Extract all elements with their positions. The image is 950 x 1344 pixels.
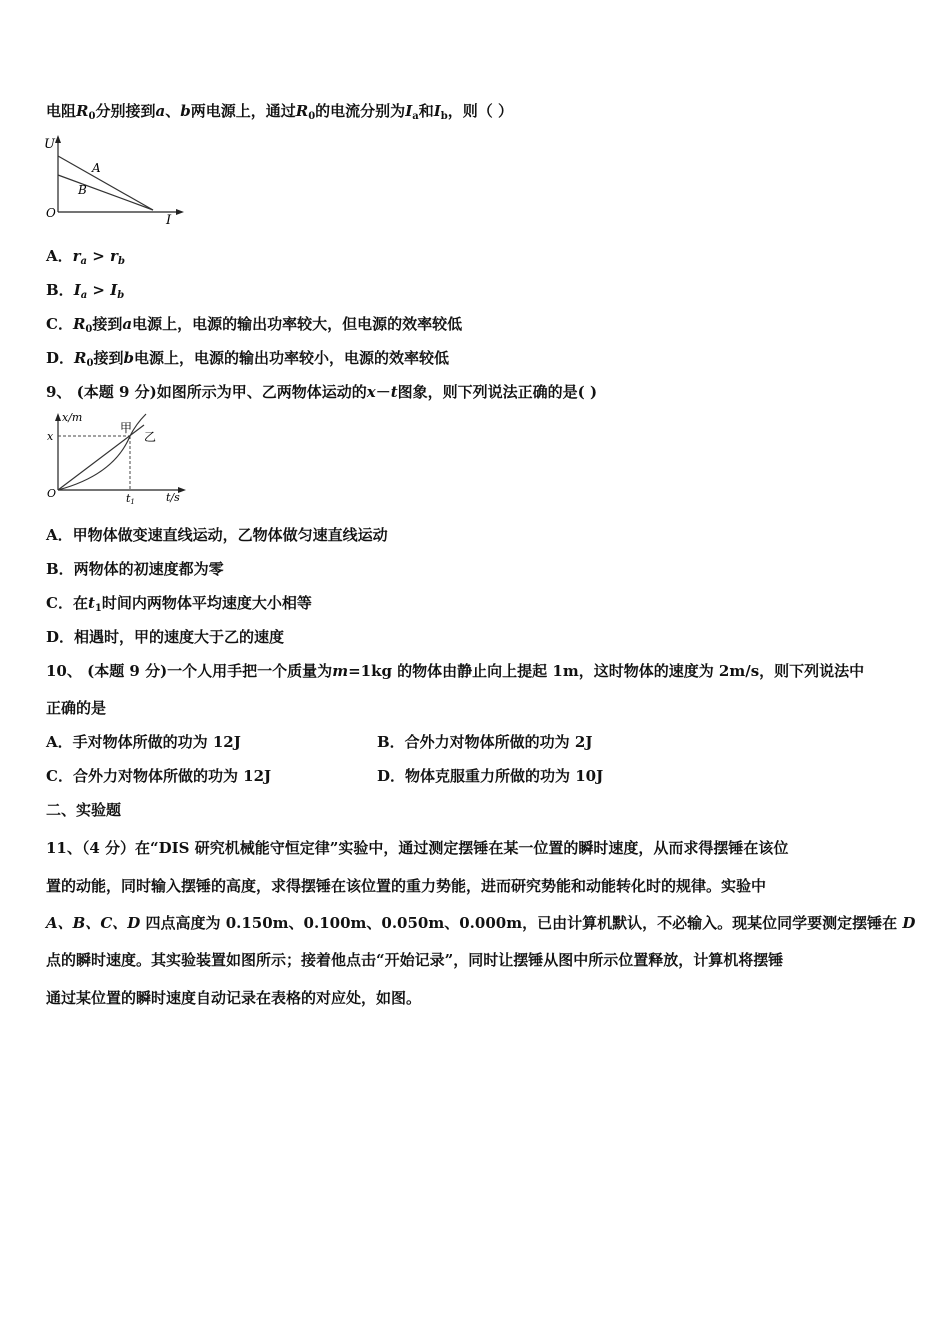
q8-optb-i2-sub: b xyxy=(117,290,125,301)
q8-x-arrow xyxy=(176,209,184,215)
q8-stem xyxy=(46,101,513,121)
q9-option-a: A．甲物体做变速直线运动，乙物体做匀速直线运动 xyxy=(46,526,388,544)
q8-opta-r2-sub: b xyxy=(117,256,125,267)
q8-stem-r2: R xyxy=(295,102,309,120)
q9-stem-text: 9、 (本题 9 分)如图所示为甲、乙两物体运动的 xyxy=(46,383,367,401)
q8-optb-i1: I xyxy=(73,281,81,299)
q9-x-tick: t xyxy=(126,492,131,505)
q8-stem-ia: I xyxy=(405,102,413,120)
q8-optb-i2: I xyxy=(110,281,118,299)
section-title: 二、实验题 xyxy=(46,801,122,819)
q8-stem-r-sub: 0 xyxy=(88,111,96,122)
q9-stem-t: t xyxy=(390,383,398,401)
q10-stem-text: =1kg 的物体由静止向上提起 1m，这时物体的速度为 2m/s，则下列说法中 xyxy=(348,662,865,680)
q8-stem-r2-sub: 0 xyxy=(308,111,316,122)
q9-stem xyxy=(46,382,597,402)
q9-option-b: B．两物体的初速度都为零 xyxy=(46,560,224,578)
q8-optb-op: > xyxy=(87,281,111,299)
q9-label-jia: 甲 xyxy=(120,421,133,435)
option-text: 时间内两物体平均速度大小相等 xyxy=(101,594,312,612)
option-label: A． xyxy=(46,247,73,265)
option-text: 电源上，电源的输出功率较大，但电源的效率较低 xyxy=(132,315,463,333)
q9-x-tick-sub: 1 xyxy=(130,498,135,506)
q10-option-b: B．合外力对物体所做的功为 2J xyxy=(377,733,593,751)
q8-option-d xyxy=(46,348,449,368)
option-text: 接到 xyxy=(92,315,123,333)
q8-optc-r: R xyxy=(72,315,86,333)
option-label: C． xyxy=(46,315,73,333)
q8-x-label: I xyxy=(166,213,172,227)
option-text: 接到 xyxy=(93,349,124,367)
q8-opta-op: > xyxy=(87,247,111,265)
q9-x-tick-label xyxy=(126,492,135,506)
q10-stem-text: 10、 (本题 9 分)一个人用手把一个质量为 xyxy=(46,662,333,680)
q9-label-yi: 乙 xyxy=(144,430,157,444)
q9-origin-label: O xyxy=(47,487,57,500)
q8-stem-text: 分别接到 xyxy=(95,102,156,120)
q9-optc-t: t xyxy=(87,594,95,612)
q9-y-arrow xyxy=(55,413,61,421)
q9-y-label: x/m xyxy=(62,411,83,424)
option-label: B． xyxy=(46,281,74,299)
q8-optd-r: R xyxy=(74,349,87,367)
q8-line-b xyxy=(58,175,153,210)
q9-stem-x: x xyxy=(366,383,376,401)
q8-stem-a: a xyxy=(155,102,166,120)
q11-line-3 xyxy=(46,913,915,933)
q8-stem-text: 电阻 xyxy=(46,102,77,120)
q8-opta-r2: r xyxy=(110,247,118,265)
q8-option-b xyxy=(46,280,124,300)
option-label: D． xyxy=(46,349,75,367)
q8-option-c xyxy=(46,314,462,334)
q9-y-tick-label: x xyxy=(47,430,54,443)
q8-y-label: U xyxy=(44,137,55,152)
q9-xt-graph xyxy=(44,410,194,506)
q8-stem-text: 两电源上，通过 xyxy=(190,102,296,120)
q8-stem-b: b xyxy=(180,102,191,120)
q10-option-a: A．手对物体所做的功为 12J xyxy=(46,733,241,751)
q8-stem-ia-sub: a xyxy=(412,111,419,122)
q9-option-d: D．相遇时，甲的速度大于乙的速度 xyxy=(46,628,285,646)
q8-line-a-label: A xyxy=(92,161,101,175)
q8-option-a xyxy=(46,246,125,266)
q8-stem-ib-sub: b xyxy=(440,111,448,122)
q8-stem-text: 和 xyxy=(418,102,434,120)
q9-option-c xyxy=(46,593,312,613)
q8-opta-r1-sub: a xyxy=(80,256,88,267)
q8-stem-text: 、 xyxy=(165,102,181,120)
q11-points: A、B、C、D xyxy=(46,914,141,932)
option-text: 电源上，电源的输出功率较小，电源的效率较低 xyxy=(133,349,449,367)
q8-opta-r1: r xyxy=(72,247,81,265)
q10-option-c: C．合外力对物体所做的功为 12J xyxy=(46,767,272,785)
q8-stem-text: 的电流分别为 xyxy=(315,102,406,120)
q9-stem-dash: － xyxy=(375,383,391,401)
q8-line-a xyxy=(58,156,153,210)
q11-line-3-text: 四点高度为 0.150m、0.100m、0.050m、0.000m，已由计算机默认，不必输入。现某位同学要测定摆锤在 xyxy=(140,914,903,932)
q8-optb-i1-sub: a xyxy=(80,290,88,301)
q9-curve-jia xyxy=(58,414,146,490)
q10-stem xyxy=(46,661,864,681)
q9-x-label: t/s xyxy=(166,491,180,504)
q9-optc-t-sub: 1 xyxy=(94,603,102,614)
q10-stem-line2: 正确的是 xyxy=(46,699,107,717)
q8-optd-r-sub: 0 xyxy=(86,358,94,369)
q8-ui-graph xyxy=(40,132,190,227)
q10-option-d: D．物体克服重力所做的功为 10J xyxy=(377,767,604,785)
q8-optc-a: a xyxy=(122,315,133,333)
option-text: C．在 xyxy=(46,594,88,612)
q9-stem-text: 图象，则下列说法正确的是( ) xyxy=(397,383,598,401)
q8-origin-label: O xyxy=(46,206,56,220)
q8-stem-ib: I xyxy=(433,102,441,120)
q8-y-arrow xyxy=(55,135,61,143)
q11-line-5: 通过某位置的瞬时速度自动记录在表格的对应处，如图。 xyxy=(46,989,422,1007)
q8-optd-b: b xyxy=(123,349,134,367)
q8-optc-r-sub: 0 xyxy=(85,324,93,335)
q8-stem-r: R xyxy=(76,102,89,120)
q10-stem-m: m xyxy=(332,662,349,680)
q11-line-4: 点的瞬时速度。其实验装置如图所示；接着他点击“开始记录”，同时让摆锤从图中所示位置释放，计算机将摆锤 xyxy=(46,951,784,969)
q8-line-b-label: B xyxy=(78,183,87,197)
q11-point-d: D xyxy=(902,914,916,932)
q11-line-2: 置的动能，同时输入摆锤的高度，求得摆锤在该位置的重力势能，进而研究势能和动能转化时的规律。实验中 xyxy=(46,877,767,895)
q11-line-1: 11、（4 分）在“DIS 研究机械能守恒定律”实验中，通过测定摆锤在某一位置的瞬时速度，从而求得摆锤在该位 xyxy=(46,839,789,857)
q8-stem-text: ，则（ ） xyxy=(447,102,513,120)
